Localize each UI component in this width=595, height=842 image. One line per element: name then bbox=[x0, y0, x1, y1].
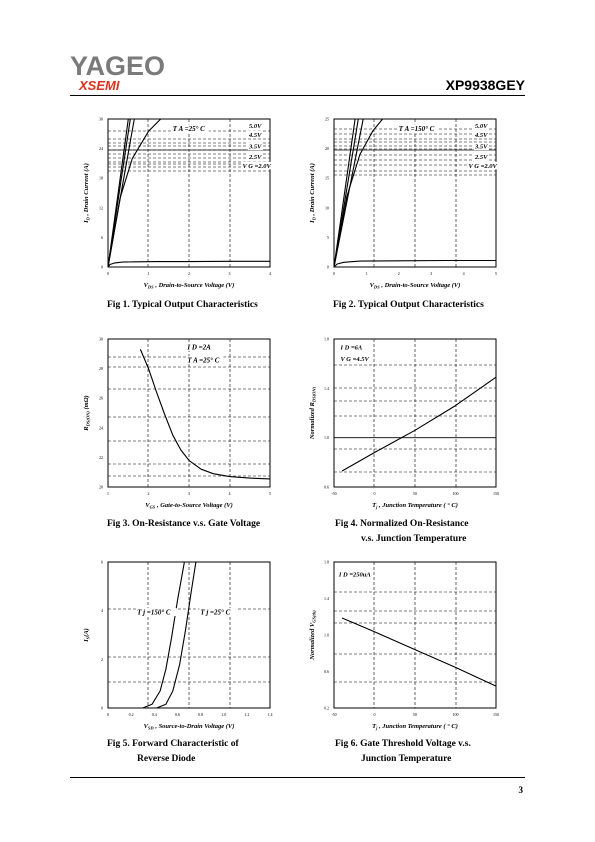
y-tick-label: 12 bbox=[99, 205, 103, 211]
logo-wordmark: YAGEO bbox=[70, 51, 166, 81]
annotation-label: 3.5V bbox=[474, 143, 488, 151]
x-tick-label: 100 bbox=[452, 491, 459, 496]
y-tick-label: 1.0 bbox=[324, 632, 329, 638]
x-tick-label: 0 bbox=[373, 712, 376, 717]
x-tick-label: 4 bbox=[228, 491, 231, 496]
y-tick-label: 5 bbox=[327, 234, 329, 240]
x-tick-label: 3 bbox=[188, 491, 190, 496]
x-tick-label: 4 bbox=[269, 271, 271, 276]
series-line-1 bbox=[143, 562, 185, 708]
y-tick-label: 1.4 bbox=[324, 385, 329, 391]
y-tick-label: 26 bbox=[99, 395, 103, 401]
figure-4-caption: Fig 4. Normalized On-Resistance v.s. Junction Temperature bbox=[335, 519, 469, 544]
y-tick-label: 10 bbox=[325, 205, 329, 211]
x-tick-label: -50 bbox=[331, 712, 337, 717]
y-tick-label: 20 bbox=[99, 484, 103, 490]
y-axis-label: $I_S(A)$ bbox=[83, 628, 91, 642]
x-axis-label: $V_{DS}$ , Drain-to-Source Voltage (V) bbox=[369, 282, 461, 290]
x-tick-label: 1.2 bbox=[244, 712, 250, 717]
y-tick-label: 6 bbox=[101, 234, 103, 240]
y-axis-label: $I_D$ , Drain Current (A) bbox=[83, 163, 91, 223]
y-tick-label: 30 bbox=[99, 116, 103, 122]
chart-svg-2 bbox=[296, 110, 511, 295]
series-line-4 bbox=[108, 119, 161, 267]
y-tick-label: 1.8 bbox=[324, 336, 329, 342]
gridlines bbox=[108, 119, 270, 267]
x-tick-label: 1.0 bbox=[221, 712, 227, 717]
chart-svg-5 bbox=[70, 553, 285, 733]
figure-3-caption: Fig 3. On-Resistance v.s. Gate Voltage bbox=[107, 519, 261, 529]
annotation-label: T A =25° C bbox=[172, 124, 205, 133]
y-tick-label: 1.8 bbox=[324, 559, 329, 565]
x-tick-label: 150 bbox=[493, 491, 499, 496]
figure-6-caption: Fig 6. Gate Threshold Voltage v.s. Junction Temperature bbox=[335, 739, 471, 764]
x-tick-label: 50 bbox=[413, 491, 417, 496]
x-axis-label: $V_{DS}$ , Drain-to-Source Voltage (V) bbox=[143, 282, 235, 290]
figure-6-chart bbox=[296, 553, 511, 733]
logo-subbrand: XSEMI bbox=[79, 78, 120, 93]
annotation-label: T j =25° C bbox=[200, 608, 231, 617]
x-tick-label: 150 bbox=[493, 712, 499, 717]
y-tick-label: 0 bbox=[327, 264, 329, 270]
annotation-label: I D =2A bbox=[187, 343, 211, 352]
x-tick-label: 3 bbox=[430, 271, 433, 276]
annotation-label: I D =6A bbox=[340, 344, 363, 352]
chart-svg-6 bbox=[296, 553, 511, 733]
x-tick-label: 0.2 bbox=[128, 712, 134, 717]
gridlines bbox=[334, 562, 496, 708]
y-tick-label: 1.0 bbox=[324, 435, 329, 441]
x-axis-label: $V_{GS}$ , Gate-to-Source Voltage (V) bbox=[145, 502, 233, 510]
x-tick-label: 4 bbox=[462, 271, 465, 276]
y-tick-label: 6 bbox=[101, 559, 103, 565]
x-tick-label: 0 bbox=[107, 712, 109, 717]
x-tick-label: 1 bbox=[147, 271, 150, 276]
annotation-label: 3.5V bbox=[248, 143, 262, 151]
y-tick-label: 28 bbox=[99, 366, 103, 372]
annotation-label: 5.0V bbox=[248, 122, 262, 130]
y-tick-label: 0 bbox=[101, 264, 103, 270]
x-tick-label: 0 bbox=[333, 271, 335, 276]
chart-svg-1 bbox=[70, 110, 285, 295]
figure-5-caption: Fig 5. Forward Characteristic of Reverse Diode bbox=[107, 739, 239, 764]
series-line-1 bbox=[342, 618, 496, 686]
x-tick-label: 50 bbox=[413, 712, 417, 717]
figure-2-chart bbox=[296, 110, 511, 295]
x-tick-label: 2 bbox=[397, 271, 400, 276]
x-tick-label: -50 bbox=[331, 491, 337, 496]
x-tick-label: 0.4 bbox=[151, 712, 157, 717]
annotation-label: T A =150° C bbox=[398, 124, 435, 133]
y-tick-label: 30 bbox=[99, 336, 103, 342]
x-tick-label: 0 bbox=[373, 491, 376, 496]
annotation-label: I D =250uA bbox=[338, 571, 371, 579]
y-tick-label: 22 bbox=[99, 454, 103, 460]
annotation-label: 2.5V bbox=[474, 153, 488, 161]
x-tick-label: 5 bbox=[269, 491, 271, 496]
y-axis-label: $R_{DS(ON)}$ (mΩ) bbox=[83, 395, 91, 431]
y-tick-label: 24 bbox=[99, 425, 103, 431]
series-line-1 bbox=[140, 349, 270, 479]
y-axis-label: $I_D$ , Drain Current (A) bbox=[309, 163, 317, 223]
y-axis-label: Normalized $V_{GS(th)}$ bbox=[309, 610, 317, 660]
y-tick-label: 1.4 bbox=[324, 596, 329, 601]
part-number: XP9938GEY bbox=[445, 77, 525, 93]
y-axis-label: Normalized $R_{DS(ON)}$ bbox=[309, 386, 317, 440]
figure-3-chart bbox=[70, 330, 285, 510]
annotation-label: 4.5V bbox=[474, 131, 488, 139]
annotation-label: 5.0V bbox=[474, 122, 488, 130]
chart-svg-3 bbox=[70, 330, 285, 510]
x-tick-label: 100 bbox=[452, 712, 459, 717]
y-tick-label: 0 bbox=[101, 705, 103, 711]
figure-4-chart bbox=[296, 330, 511, 510]
y-tick-label: 0.6 bbox=[324, 669, 329, 674]
x-tick-label: 2 bbox=[188, 271, 190, 276]
x-axis-label: $T_j$ , Junction Temperature ( ° C) bbox=[372, 723, 458, 731]
figure-2-caption: Fig 2. Typical Output Characteristics bbox=[333, 300, 484, 310]
x-tick-label: 0 bbox=[107, 271, 109, 276]
x-axis-label: $T_j$ , Junction Temperature ( ° C) bbox=[372, 502, 458, 510]
annotation-label: V G =4.5V bbox=[340, 356, 369, 364]
series-line-1 bbox=[342, 377, 496, 471]
y-tick-label: 24 bbox=[99, 146, 103, 152]
annotation-label: V G =2.0V bbox=[468, 162, 497, 170]
annotation-label: 4.5V bbox=[248, 131, 262, 139]
yageo-logo bbox=[70, 52, 180, 92]
y-tick-label: 20 bbox=[325, 146, 329, 152]
x-tick-label: 2 bbox=[147, 491, 150, 496]
page-number: 3 bbox=[518, 785, 523, 795]
chart-svg-4 bbox=[296, 330, 511, 510]
footer-rule bbox=[70, 777, 525, 778]
figure-1-caption: Fig 1. Typical Output Characteristics bbox=[107, 300, 258, 310]
x-tick-label: 1 bbox=[365, 271, 368, 276]
x-tick-label: 1 bbox=[107, 491, 109, 496]
series-line-2 bbox=[157, 562, 196, 708]
y-tick-label: 18 bbox=[99, 175, 103, 181]
x-tick-label: 0.8 bbox=[198, 712, 204, 717]
figure-1-chart bbox=[70, 110, 285, 295]
y-tick-label: 0.6 bbox=[324, 484, 329, 490]
annotation-label: T j =150° C bbox=[137, 608, 171, 617]
x-tick-label: 3 bbox=[228, 271, 231, 276]
y-tick-label: 0.2 bbox=[324, 705, 329, 711]
figure-5-chart bbox=[70, 553, 285, 733]
x-tick-label: 5 bbox=[495, 271, 497, 276]
y-tick-label: 4 bbox=[101, 608, 103, 614]
y-tick-label: 25 bbox=[325, 116, 329, 122]
x-axis-label: $V_{SD}$ , Source-to-Drain Voltage (V) bbox=[143, 723, 235, 731]
annotation-label: 2.5V bbox=[248, 153, 262, 161]
gridlines bbox=[108, 562, 270, 708]
x-tick-label: 1.4 bbox=[267, 712, 273, 717]
y-tick-label: 2 bbox=[101, 656, 103, 662]
x-tick-label: 0.6 bbox=[174, 712, 180, 717]
y-tick-label: 15 bbox=[325, 175, 329, 181]
header-rule bbox=[70, 95, 525, 96]
annotation-label: T A =25° C bbox=[187, 356, 220, 365]
annotation-label: V G =2.0V bbox=[242, 162, 271, 170]
